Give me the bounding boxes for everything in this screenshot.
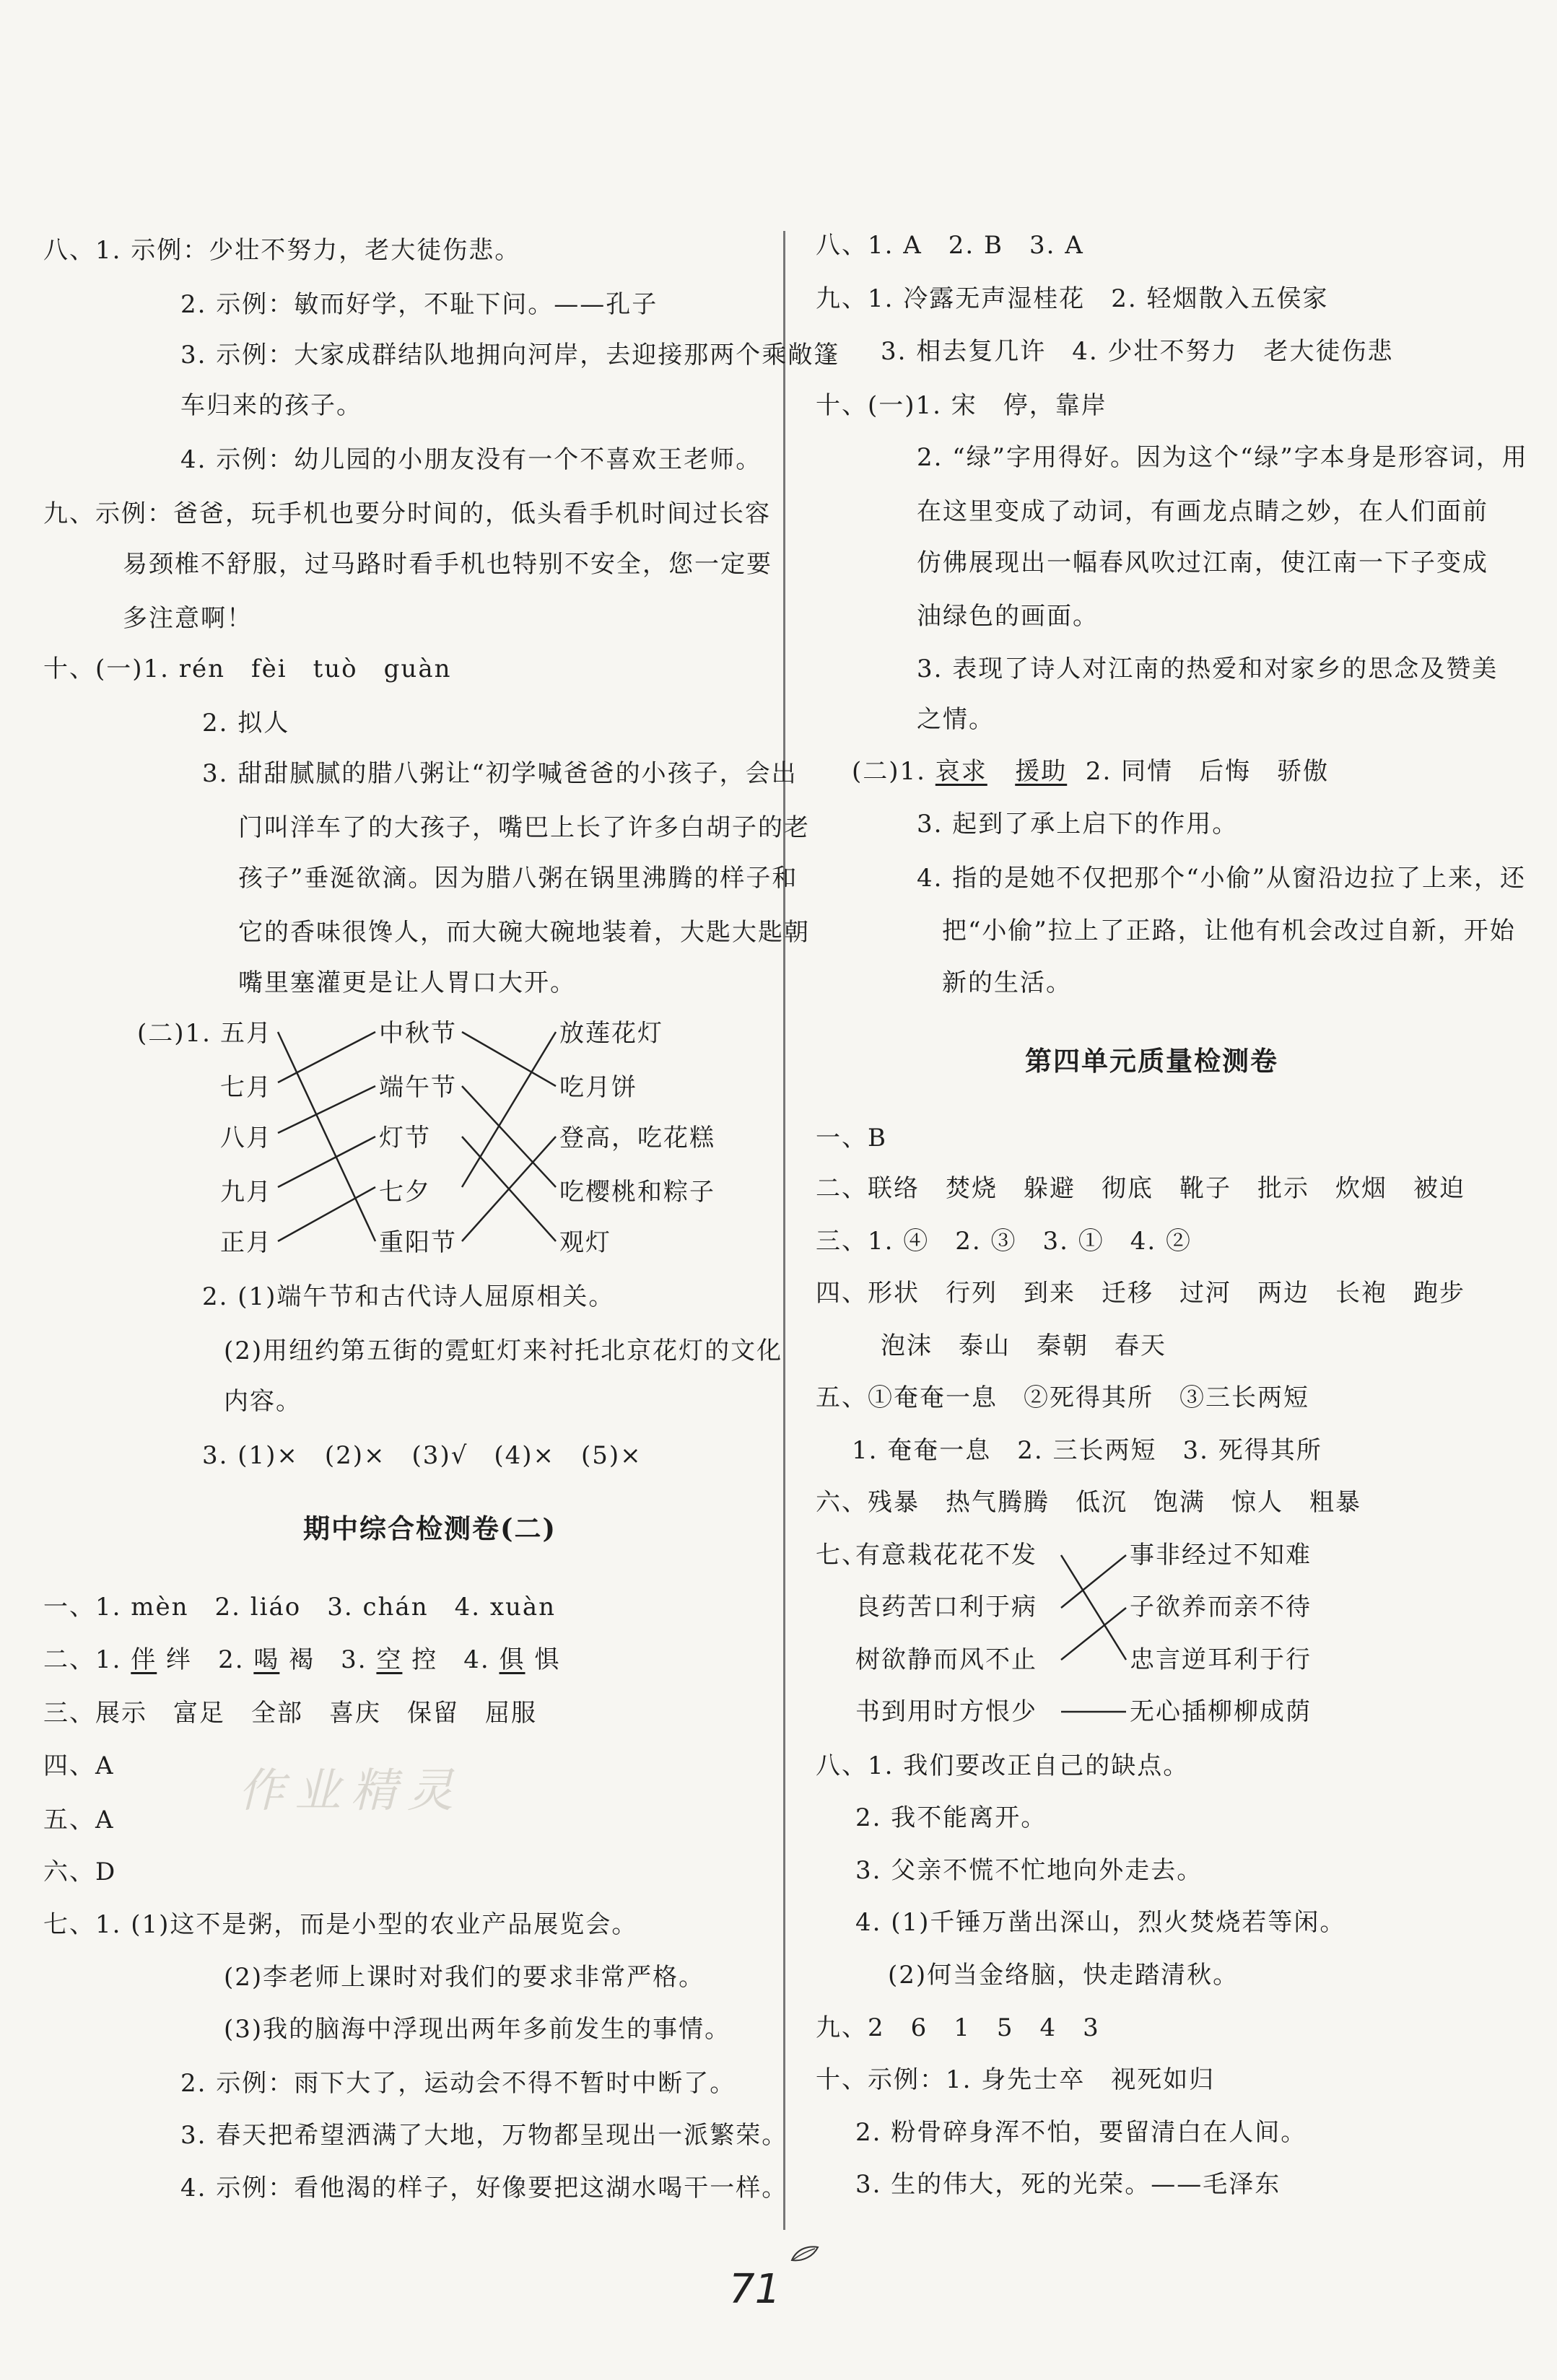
answer-line: 4. 示例：幼儿园的小朋友没有一个不喜欢王老师。 <box>180 445 762 474</box>
answer-line: (3)我的脑海中浮现出两年多前发生的事情。 <box>224 2015 731 2044</box>
custom-item: 放莲花灯 <box>559 1019 663 1048</box>
answer-line: 4. (1)千锤万凿出深山，烈火焚烧若等闲。 <box>855 1908 1346 1937</box>
answer-line: 十、示例：1. 身先士卒 视死如归 <box>816 2065 1216 2094</box>
answer-line: 易颈椎不舒服，过马路时看手机也特别不安全，您一定要 <box>123 550 772 579</box>
proverb-right: 子欲养而亲不待 <box>1130 1593 1312 1622</box>
section-title: 期中综合检测卷(二) <box>303 1513 557 1544</box>
underlined-answer: 伴 <box>131 1645 157 1674</box>
answer-line: 十、(一)1. 宋 停，靠岸 <box>816 391 1107 420</box>
answer-line: 2. 我不能离开。 <box>855 1803 1047 1832</box>
proverb-left: 良药苦口利于病 <box>855 1593 1037 1622</box>
answer-text: 惧 <box>534 1645 561 1674</box>
answer-line: 九、示例：爸爸，玩手机也要分时间的，低头看手机时间过长容 <box>43 499 771 528</box>
answer-line: 三、1. ④ 2. ③ 3. ① 4. ② <box>816 1227 1192 1256</box>
custom-item: 吃月饼 <box>559 1073 637 1102</box>
answer-line: 二、联络 焚烧 躲避 彻底 靴子 批示 炊烟 被迫 <box>816 1174 1465 1203</box>
answer-line: (2)何当金络脑，快走踏清秋。 <box>888 1961 1239 1990</box>
answer-line: 八、1. 我们要改正自己的缺点。 <box>816 1751 1190 1780</box>
answer-line: 3. 甜甜腻腻的腊八粥让“初学喊爸爸的小孩子，会出 <box>202 759 798 788</box>
answer-line: 门叫洋车了的大孩子，嘴巴上长了许多白胡子的老 <box>238 813 810 842</box>
proverb-left: 有意栽花花不发 <box>855 1541 1037 1570</box>
month-item: 五月 <box>220 1019 272 1048</box>
answer-line: 之情。 <box>917 705 995 734</box>
festival-item: 中秋节 <box>379 1019 457 1048</box>
answer-line: 3. 相去复几许 4. 少壮不努力 老大徒伤悲 <box>881 337 1394 366</box>
leaf-icon <box>790 2244 819 2263</box>
answer-line: 八、1. 示例：少壮不努力，老大徒伤悲。 <box>43 236 521 265</box>
match-prefix: (二)1. <box>137 1019 211 1048</box>
answer-line: 3. 父亲不慌不忙地向外走去。 <box>855 1856 1203 1885</box>
underlined-answer: 援助 <box>1015 757 1068 786</box>
answer-text: 控 4. <box>411 1645 490 1674</box>
answer-line: 车归来的孩子。 <box>180 391 362 420</box>
proverb-left: 书到用时方恨少 <box>855 1697 1037 1726</box>
answer-line: 3. 示例：大家成群结队地拥向河岸，去迎接那两个乘敞篷 <box>180 341 840 369</box>
right-column <box>787 0 1557 2201</box>
answer-text: 褐 3. <box>289 1645 367 1674</box>
answer-line: 嘴里塞灌更是让人胃口大开。 <box>238 968 576 997</box>
answer-line: 1. 奄奄一息 2. 三长两短 3. 死得其所 <box>852 1436 1322 1465</box>
answer-line: 一、B <box>816 1124 887 1152</box>
answer-text: (二)1. <box>852 757 926 786</box>
underlined-answer: 喝 <box>253 1645 280 1674</box>
answer-line: 六、残暴 热气腾腾 低沉 饱满 惊人 粗暴 <box>816 1488 1361 1517</box>
answer-line: 九、1. 冷露无声湿桂花 2. 轻烟散入五侯家 <box>816 284 1329 313</box>
answer-line: 4. 指的是她不仅把那个“小偷”从窗沿边拉了上来，还 <box>917 864 1527 893</box>
page-number: 71 <box>729 2266 781 2313</box>
answer-line: 一、1. mèn 2. liáo 3. chán 4. xuàn <box>43 1593 557 1622</box>
answer-line <box>43 1644 560 1676</box>
answer-line: 仿佛展现出一幅春风吹过江南，使江南一下子变成 <box>917 548 1488 577</box>
proverb-right: 忠言逆耳利于行 <box>1130 1645 1312 1674</box>
match-prefix: 七、 <box>816 1541 868 1570</box>
answer-line: 多注意啊！ <box>123 604 253 633</box>
month-item: 正月 <box>220 1228 272 1257</box>
festival-item: 端午节 <box>379 1073 457 1102</box>
answer-line: 五、A <box>43 1806 115 1834</box>
answer-line: 3. 生的伟大，死的光荣。——毛泽东 <box>855 2170 1281 2199</box>
answer-line: 3. (1)× (2)× (3)√ (4)× (5)× <box>202 1441 642 1470</box>
answer-line: 泡沫 泰山 秦朝 春天 <box>881 1331 1166 1360</box>
answer-text: 2. 同情 后悔 骄傲 <box>1085 757 1330 786</box>
answer-line: 4. 示例：看他渴的样子，好像要把这湖水喝干一样。 <box>180 2174 788 2202</box>
answer-line: 七、1. (1)这不是粥，而是小型的农业产品展览会。 <box>43 1910 638 1939</box>
custom-item: 观灯 <box>559 1228 611 1257</box>
answer-line: 在这里变成了动词，有画龙点睛之妙，在人们面前 <box>917 497 1488 526</box>
answer-line: 它的香味很馋人，而大碗大碗地装着，大匙大匙朝 <box>238 918 810 947</box>
answer-line: 油绿色的画面。 <box>917 602 1099 631</box>
custom-item: 登高，吃花糕 <box>559 1124 715 1152</box>
answer-line: 2. 粉骨碎身浑不怕，要留清白在人间。 <box>855 2118 1307 2147</box>
festival-item: 灯节 <box>379 1124 431 1152</box>
answer-line: 六、D <box>43 1858 117 1886</box>
answer-line: 四、形状 行列 到来 迁移 过河 两边 长袍 跑步 <box>816 1279 1465 1308</box>
answer-line: 2. 示例：雨下大了，运动会不得不暂时中断了。 <box>180 2069 736 2098</box>
answer-line: 2. “绿”字用得好。因为这个“绿”字本身是形容词，用 <box>917 443 1528 472</box>
answer-line: 五、①奄奄一息 ②死得其所 ③三长两短 <box>816 1383 1309 1412</box>
left-column <box>0 0 840 2202</box>
answer-line: 3. 春天把希望洒满了大地，万物都呈现出一派繁荣。 <box>180 2121 788 2150</box>
answer-line: 新的生活。 <box>942 968 1072 997</box>
answer-line: 把“小偷”拉上了正路，让他有机会改过自新，开始 <box>942 916 1516 945</box>
festival-match-lines <box>0 0 787 1299</box>
answer-line: 2. 拟人 <box>202 709 290 738</box>
answer-line: 2. 示例：敏而好学，不耻下问。——孔子 <box>180 290 658 319</box>
proverb-left: 树欲静而风不止 <box>855 1645 1037 1674</box>
watermark: 作业精灵 <box>238 1764 463 1818</box>
festival-item: 七夕 <box>379 1178 431 1207</box>
answer-line: 十、(一)1. rén fèi tuò guàn <box>43 655 452 683</box>
section-title: 第四单元质量检测卷 <box>1025 1045 1278 1077</box>
proverb-right: 事非经过不知难 <box>1130 1541 1312 1570</box>
answer-line: 八、1. A 2. B 3. A <box>816 231 1084 260</box>
answer-line: 2. (1)端午节和古代诗人屈原相关。 <box>202 1282 615 1311</box>
answer-line: 3. 起到了承上启下的作用。 <box>917 810 1239 839</box>
underlined-answer: 俱 <box>499 1645 525 1674</box>
answer-text: 绊 2. <box>166 1645 245 1674</box>
proverb-match-lines <box>787 0 1557 1746</box>
underlined-answer: 空 <box>376 1645 403 1674</box>
month-item: 七月 <box>220 1073 272 1102</box>
month-item: 九月 <box>220 1178 272 1207</box>
month-item: 八月 <box>220 1124 272 1152</box>
answer-line: 内容。 <box>224 1387 302 1416</box>
answer-line: 四、A <box>43 1751 115 1780</box>
underlined-answer: 哀求 <box>935 757 987 786</box>
answer-line: 三、展示 富足 全部 喜庆 保留 屈服 <box>43 1699 537 1728</box>
answer-line: 3. 表现了诗人对江南的热爱和对家乡的思念及赞美 <box>917 655 1499 683</box>
answer-line: (2)用纽约第五街的霓虹灯来衬托北京花灯的文化 <box>224 1336 783 1365</box>
answer-line: (2)李老师上课时对我们的要求非常严格。 <box>224 1963 705 1992</box>
answer-line: 孩子”垂涎欲滴。因为腊八粥在锅里沸腾的样子和 <box>238 864 798 893</box>
custom-item: 吃樱桃和粽子 <box>559 1178 715 1207</box>
proverb-right: 无心插柳柳成荫 <box>1130 1697 1312 1726</box>
answer-line: 九、2 6 1 5 4 3 <box>816 2013 1100 2042</box>
answer-text: 二、1. <box>43 1645 122 1674</box>
festival-item: 重阳节 <box>379 1228 457 1257</box>
